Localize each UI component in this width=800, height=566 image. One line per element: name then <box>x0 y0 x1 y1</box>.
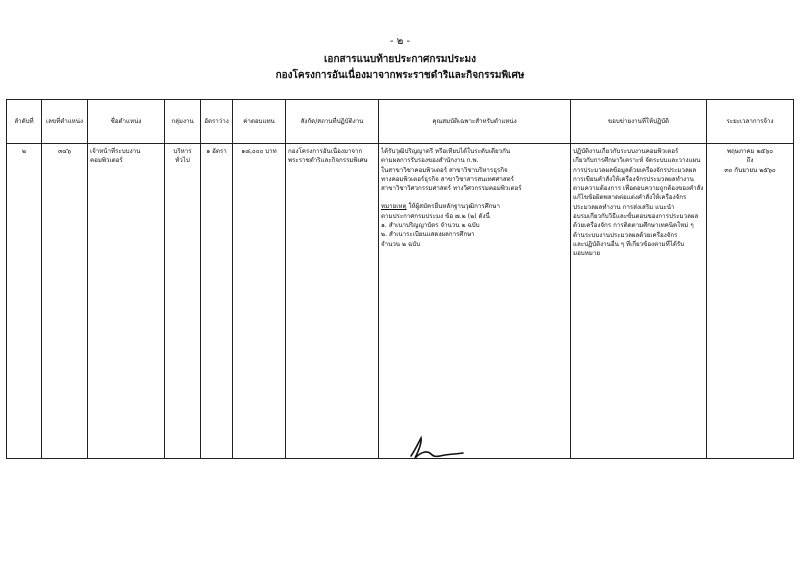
header-cell: คุณสมบัติเฉพาะสำหรับตำแหน่ง <box>379 100 571 144</box>
position-table <box>6 99 794 459</box>
header-cell: ขอบข่ายงานที่ให้ปฏิบัติ <box>571 100 707 144</box>
cell-no: ๒ <box>7 144 42 459</box>
text-line: เกี่ยวกับการศึกษาวิเคราะห์ จัดระบบและวางแผน <box>573 157 701 165</box>
note-label: หมายเหตุ <box>381 203 407 211</box>
cell-unit <box>286 144 379 459</box>
text-line: ตามความต้องการ เพื่อตอบความถูกต้องของคำสั่ง <box>573 185 704 193</box>
header-cell: กลุ่มงาน <box>165 100 201 144</box>
text-line: คอมพิวเตอร์ <box>90 157 123 165</box>
text-line: สาขาวิชาวิศวกรรมศาสตร์ ทางวิศวกรรมคอมพิวเตอร์ <box>381 185 522 193</box>
cell-position-no: ๓๔๖ <box>42 144 88 459</box>
header-cell: สังกัด/สถานที่ปฏิบัติงาน <box>286 100 379 144</box>
text-line: ทางคอมพิวเตอร์ธุรกิจ สาขาวิชาสารสนเทศศาสตร์ <box>381 175 514 183</box>
header-cell: ระยะเวลาการจ้าง <box>707 100 794 144</box>
text-line: อบรมเกี่ยวกับวิธีและขั้นตอนของการประมวลผล <box>573 213 699 221</box>
text-line: พฤษภาคม ๒๕๖๐ <box>726 148 774 155</box>
table-header-row <box>7 100 794 144</box>
document-subtitle: กองโครงการอันเนื่องมาจากพระราชดำริและกิจกรรมพิเศษ <box>275 70 525 81</box>
text-line: แก้ไขข้อผิดพลาดต่อแต่งคำสั่งให้เครื่องจักร <box>573 194 687 202</box>
cell-qualification <box>379 144 571 459</box>
table-row <box>7 144 794 459</box>
text-line: เจ้าหน้าที่ระบบงาน <box>90 148 141 155</box>
text-line: ตามประกาศกรมประมง ข้อ ๗.๒ (๒) ดังนี้ <box>381 212 490 220</box>
cell-vacancy: ๑ อัตรา <box>201 144 233 459</box>
document-title: เอกสารแนบท้ายประกาศกรมประมง <box>324 54 476 65</box>
header-cell: เลขที่ตำแหน่ง <box>42 100 88 144</box>
text-line: ๒. สำเนาระเบียนแสดงผลการศึกษา <box>381 231 475 239</box>
note-line <box>381 202 568 211</box>
text-line: ถึง <box>746 157 754 165</box>
cell-duration <box>707 144 794 459</box>
cell-scope <box>571 144 707 459</box>
text-line: กองโครงการอันเนื่องมาจาก <box>288 148 363 155</box>
text-line: และปฏิบัติงานอื่น ๆ ที่เกี่ยวข้องตามที่ได้รับ <box>573 240 685 248</box>
text-line: การเขียนคำสั่งให้เครื่องจักรประมวลผลทำงาน <box>573 175 694 183</box>
signature-mark <box>405 432 465 464</box>
text-line: การประมวลผลข้อมูลด้วยเครื่องจักรประมวลผล <box>573 166 697 174</box>
text-line: ๓๐ กันยายน ๒๕๖๐ <box>724 166 776 174</box>
text-line: ด้านระบบงานประมวลผลด้วยเครื่องจักร <box>573 231 678 239</box>
text-line: ประมวลผลทำงาน การส่งเสริม แนะนำ <box>573 203 675 211</box>
text-line: ได้รับวุฒิปริญญาตรี หรือเทียบได้ในระดับเดียวกัน <box>381 148 511 155</box>
text-line: ปฏิบัติงานเกี่ยวกับระบบงานคอมพิวเตอร์ <box>573 148 679 155</box>
cell-position-name <box>88 144 165 459</box>
text-line: ในสาขาวิชาคอมพิวเตอร์ สาขาวิชาบริหารธุรกิจ <box>381 166 508 174</box>
text-line: มอบหมาย <box>573 250 600 258</box>
header-cell: ชื่อตำแหน่ง <box>88 100 165 144</box>
note-text: ให้ผู้สมัครยื่นหลักฐานวุฒิการศึกษา <box>406 203 500 211</box>
header-cell: อัตราว่าง <box>201 100 233 144</box>
header-cell: ค่าตอบแทน <box>233 100 286 144</box>
cell-group: บริหารทั่วไป <box>165 144 201 459</box>
header-cell: ลำดับที่ <box>7 100 42 144</box>
text-line: ตามผลการรับรองของสำนักงาน ก.พ. <box>381 157 479 165</box>
text-line: ด้วยเครื่องจักร การติดตามศึกษาเทคนิคใหม่ ๆ <box>573 222 694 230</box>
text-line: ๑. สำเนาปริญญาบัตร จำนวน ๒ ฉบับ <box>381 222 480 230</box>
cell-salary: ๑๘,๐๐๐ บาท <box>233 144 286 459</box>
text-line: จำนวน ๒ ฉบับ <box>381 240 421 248</box>
page-number: - ๒ - <box>389 36 411 47</box>
text-line: พระราชดำริและกิจกรรมพิเศษ <box>288 157 368 165</box>
